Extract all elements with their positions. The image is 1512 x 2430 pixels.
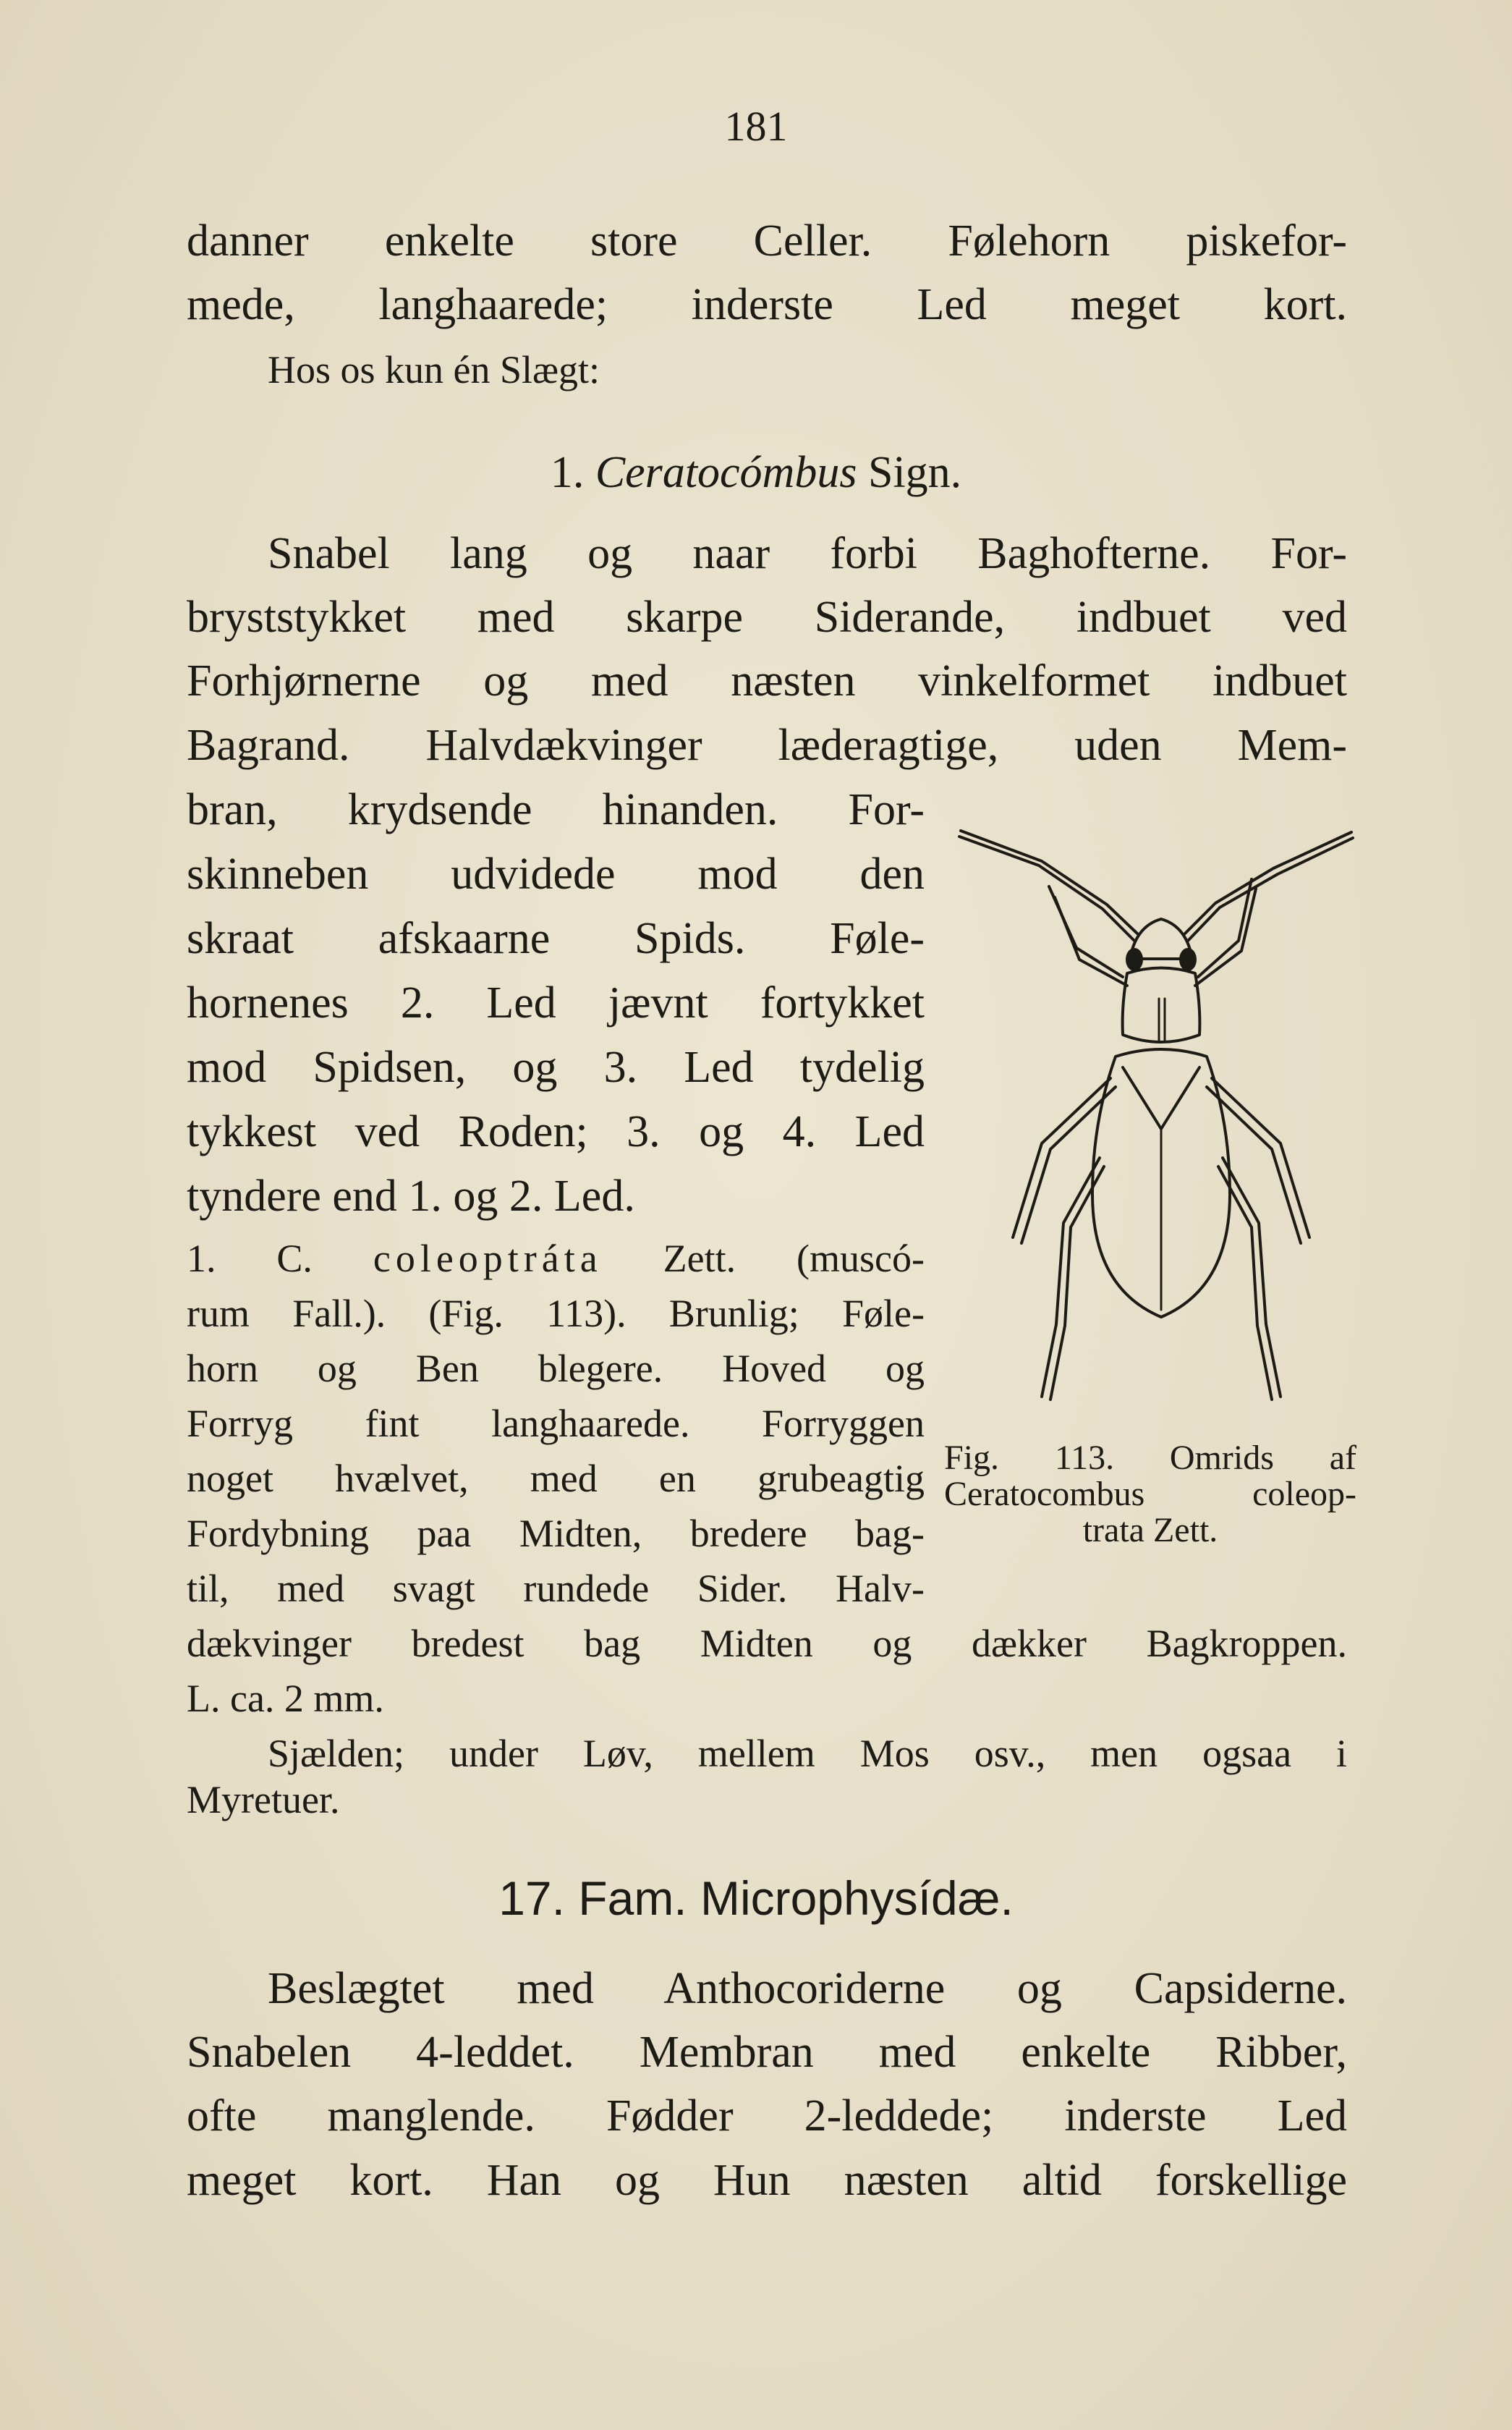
text-line: Forryg fint langhaarede. Forryggen: [187, 1402, 925, 1445]
text-line: Myretuer.: [187, 1778, 340, 1821]
species-heading-line: [187, 1232, 925, 1285]
genus-number: 1.: [550, 448, 585, 497]
text-line: ofte manglende. Fødder 2-leddede; inderste Led: [187, 2091, 1347, 2141]
text-line: Fordybning paa Midten, bredere bag-: [187, 1512, 925, 1555]
beetle-outline-illustration: [955, 818, 1360, 1433]
text-line: mod Spidsen, og 3. Led tydelig: [187, 1043, 925, 1092]
text-line: Beslægtet med Anthocoriderne og Capsiderne.: [268, 1964, 1347, 2013]
text-line: Forhjørnerne og med næsten vinkelformet indbuet: [187, 656, 1347, 706]
text-line: dækvinger bredest bag Midten og dækker Bagkroppen.: [187, 1622, 1347, 1665]
page-number: 181: [724, 103, 788, 150]
genus-name: Ceratocómbus: [595, 448, 857, 497]
caption-line: Fig. 113. Omrids af: [944, 1439, 1356, 1477]
figure-caption: [944, 1440, 1356, 1549]
figure-113: [955, 818, 1360, 1433]
text-line: rum Fall.). (Fig. 113). Brunlig; Føle-: [187, 1292, 925, 1335]
caption-line: trata Zett.: [1082, 1511, 1218, 1549]
text-line: noget hvælvet, med en grubeagtig: [187, 1457, 925, 1500]
text-line: horn og Ben blegere. Hoved og: [187, 1347, 925, 1390]
genus-author: Sign.: [867, 448, 962, 497]
text-line: tyndere end 1. og 2. Led.: [187, 1172, 635, 1221]
text-line: L. ca. 2 mm.: [187, 1677, 384, 1720]
text-line: Hos os kun én Slægt:: [268, 348, 600, 391]
text-line: til, med svagt rundede Sider. Halv-: [187, 1567, 925, 1610]
genus-heading: [0, 443, 1512, 502]
family-heading: 17. Fam. Microphysídæ.: [498, 1871, 1014, 1925]
text-line: hornenes 2. Led jævnt fortykket: [187, 978, 925, 1028]
text-line: Bagrand. Halvdækvinger læderagtige, uden Mem-: [187, 721, 1347, 770]
text-line: skraat afskaarne Spids. Føle-: [187, 914, 925, 963]
text-line: danner enkelte store Celler. Følehorn piskefor-: [187, 216, 1347, 266]
text-line: bryststykket med skarpe Siderande, indbuet ved: [187, 593, 1347, 642]
text-line: tykkest ved Roden; 3. og 4. Led: [187, 1107, 925, 1156]
text-line: Snabelen 4-leddet. Membran med enkelte Ribber,: [187, 2028, 1347, 2077]
text-line: mede, langhaarede; inderste Led meget kort.: [187, 280, 1347, 329]
text-line: Snabel lang og naar forbi Baghofterne. For-: [268, 529, 1347, 578]
text-line: bran, krydsende hinanden. For-: [187, 785, 925, 834]
species-name: coleoptráta: [373, 1237, 603, 1280]
species-author: Zett. (muscó-: [663, 1237, 925, 1280]
caption-line: Ceratocombus coleop-: [944, 1475, 1356, 1513]
text-line: meget kort. Han og Hun næsten altid forskellige: [187, 2156, 1347, 2205]
text-line: skinneben udvidede mod den: [187, 850, 925, 899]
species-number: 1. C.: [187, 1237, 313, 1280]
text-line: Sjælden; under Løv, mellem Mos osv., men ogsaa i: [268, 1732, 1347, 1775]
